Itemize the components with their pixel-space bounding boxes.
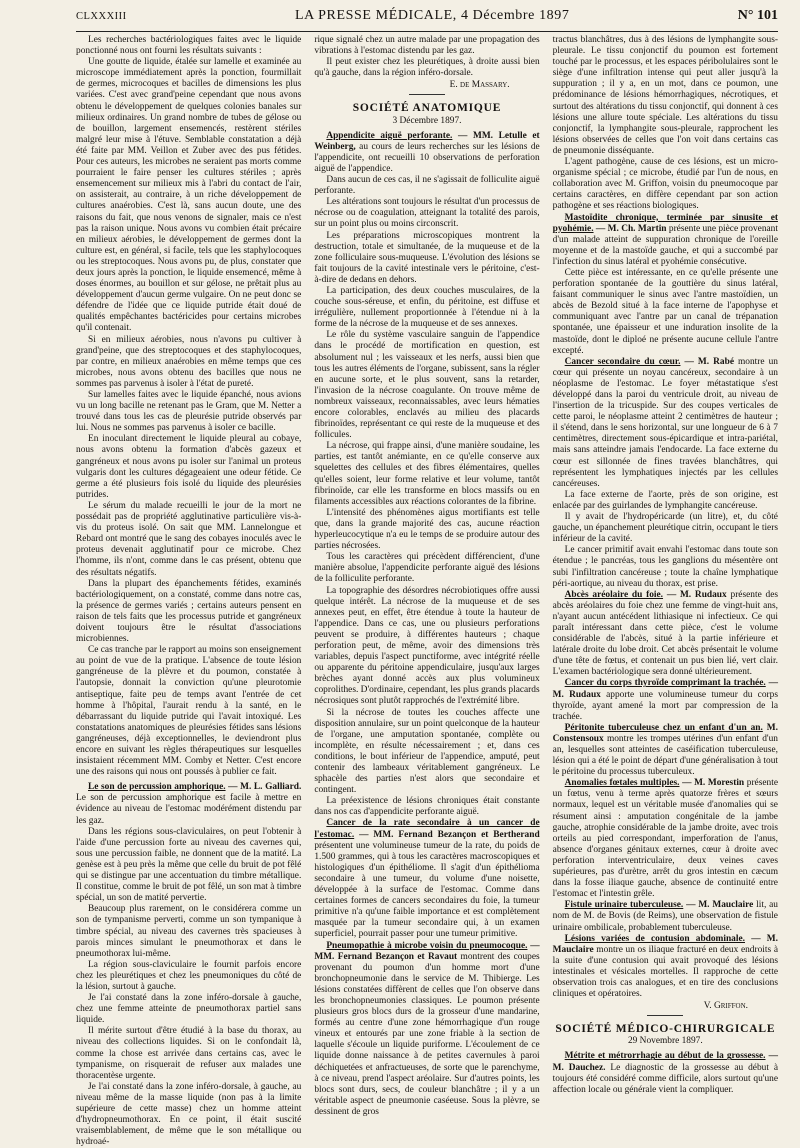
section-divider: [647, 1015, 683, 1016]
paragraph: L'intensité des phénomènes aigus mortifiants est telle que, dans la grande majorité des cas, aucune réaction hyperleucocytique n'a eu le temps de se produire autour des parties nécrosées.: [314, 507, 540, 552]
abstract-text: présente un fœtus, venu à terme après quatorze frères et sœurs normaux, lequel est un véritable musée d'anomalies qui se résument ainsi : amputation congénitale de la jambe gauche, atrophie considérable de la jambe droite, avec trois orteils au pied correspondant, imperforation de l'anus, absence d'organes génitaux externes, cœur à droite avec perforation interventriculaire, deux veines caves supérieures, pas d'urètre, arrêt du gros intestin en cæcum dans la fosse iliaque gauche, absence de continuité entre l'estomac et l'intestin grêle.: [552, 778, 778, 900]
abstract-text: Le diagnostic de la grossesse au début à toujours été considéré comme difficile, alors surtout qu'une affection locale ou générale vient la compliquer.: [552, 1062, 778, 1095]
paragraph: Tous les caractères qui précèdent différencient, d'une manière absolue, l'appendicite perforante aiguë des lésions de la folliculite perforante.: [314, 552, 540, 585]
paragraph: Le rôle du système vasculaire sanguin de l'appendice dans le procédé de mortification en question, est absolument nul ; les vaisseaux et les nerfs, aussi bien que tous les autres éléments de l'organe, subissent, sans la régler en aucune sorte, et le plus souvent, sans la retarder, l'invasion de la nécrose coagulante. On trouve même de nombreux vaisseaux, reconnaissables, avec leurs hématies encore colorables, enclavés au milieu des placards fibrinoïdes, représentant ce qui reste de la muqueuse et des follicules.: [314, 330, 540, 441]
abstract-title: Cancer de la rate secondaire à un cancer de l'estomac.: [314, 818, 540, 840]
abstract-heading: [553, 778, 778, 900]
abstract-text: montre les trompes utérines d'un enfant d'un an, lesquelles sont atteintes de caséification tuberculeuse, lésion qui a été le point de départ d'une généralisation à tout le péritoine du processus tuberculeux.: [552, 733, 778, 778]
paragraph: En inoculant directement le liquide pleural au cobaye, nous avons obtenu la formation d'abcès gazeux et gangréneux et nous avons pu isoler sur l'animal un proteus vulgaris dont les cultures dégageaient une odeur fétide. Ce germe a été plusieurs fois isolé du liquide des pleurésies putrides.: [76, 434, 302, 500]
paragraph: Les recherches bactériologiques faites avec le liquide ponctionné nous ont fourni les résultats suivants :: [76, 35, 302, 57]
text-columns: [76, 35, 779, 1148]
abstract-text: Le son de percussion amphorique est facile à mettre en évidence au niveau de l'estomac modérément distendu par les gaz.: [76, 793, 302, 826]
issue-number: N° 101: [737, 8, 778, 23]
abstract-author: — MM. Fernand Bezançon et Ravaut: [314, 940, 540, 962]
abstract-heading: [314, 131, 539, 175]
abstract-title: Abcès aréolaire du foie.: [564, 589, 664, 600]
paragraph: Si la nécrose de toutes les couches affecte une disposition annulaire, sur un point quelconque de la hauteur de l'organe, une amputation spontanée, complète ou incomplète, en résulte nécessairement ; et, dans ces conditions, le bout inférieur de l'appendice, amputé, peut contenir des lambeaux véritablement gangréneux. Le sphacèle des parties n'est alors que secondaire et contingent.: [314, 707, 540, 796]
abstract-title: Pneumopathie à microbe voisin du pneumocoque.: [326, 940, 528, 951]
abstract-heading: [553, 357, 778, 490]
paragraph: rique signalé chez un autre malade par une propagation des vibrations à l'estomac distendu par les gaz.: [314, 35, 540, 57]
page-header: [76, 8, 778, 32]
paragraph: La nécrose, qui frappe ainsi, d'une manière soudaine, les parties, est tantôt anémiante, en ce qu'elle conserve aux squelettes des cellules et des fibres élémentaires, quelles qu'elles soient, leur forme relative et leur volume, tantôt fibrinoïde, car elle les transforme en blocs massifs ou en filaments accessibles aux réactions colorantes de la fibrine.: [314, 441, 540, 507]
abstract-heading: [314, 818, 539, 940]
abstract-title: Péritonite tuberculeuse chez un enfant d'un an.: [564, 722, 763, 733]
paragraph: tractus blanchâtres, dus à des lésions de lymphangite sous-pleurale. Le tissu conjonctif du poumon est fortement touché par le processus, et les espaces péribolulaires sont le siège d'une infiltration intense qui peut aller jusqu'à la suppuration ; il y a, en un mot, dans ce poumon, une prédominance de lésions hémorrhagiques, nécrotiques, et surtout des altérations du tissu conjonctif, qui donnent à ces lésions une allure toute spéciale. Les altérations du tissu conjonctif, la lymphangite sous-pleurale, rapprochent les lésions observées de celles que l'on voit dans certains cas de pneumonie disséquante.: [552, 35, 778, 156]
abstract-title: Fistule urinaire tuberculeuse.: [564, 900, 684, 911]
abstract-author: — M. Rudaux: [666, 589, 727, 600]
abstract-title: Le son de percussion amphorique.: [88, 782, 226, 793]
section-date: 3 Décembre 1897.: [392, 115, 462, 126]
abstract-text: montrent des coupes provenant du poumon d'un homme mort d'une bronchopneumonie dans le service de M. Thibierge. Les lésions constatées diffèrent de celles que l'on observe dans les bronchopneumonies classiques. Le poumon présente plusieurs gros blocs durs de la grosseur d'une mandarine, formés au centre d'une zone hémorrhagique d'un rouge vineux et entourés par une zone friable à la section de laquelle s'écoule un liquide puriforme. L'écoulement de ce liquide donne naissance à de petites cavernules à paroi déchiquetées et anfractueuses, de sorte que le parenchyme, à ce niveau, prend l'aspect aréolaire. Sur d'autres points, les blocs sont durs, secs, de couleur blanchâtre ; il y a un véritable aspect de pneumonie caséeuse. Sous la plèvre, se dessinent de gros: [314, 951, 540, 1117]
abstract-heading: [553, 590, 778, 679]
paragraph: La face externe de l'aorte, près de son origine, est enlacée par des guirlandes de lymphangite cancéreuse.: [552, 489, 778, 511]
paragraph: Les altérations sont toujours le résultat d'un processus de nécrose ou de coagulation, atteignant la totalité des parois, sur un point plus ou moins circonscrit.: [314, 197, 540, 230]
abstract-title: Appendicite aiguë perforante.: [326, 130, 453, 141]
abstract-text: lit, au nom de M. de Bovis (de Reims), une observation de fistule urinaire ombilicale, probablement tuberculeuse.: [552, 900, 778, 933]
paragraph: Dans la plupart des épanchements fétides, examinés bactériologiquement, on a constaté, comme dans notre cas, la présence de germes variés ; certains auteurs pensent en raison de tels faits que les processus putride et gangréneux doivent toujours être le résultat d'associations microbiennes.: [76, 578, 302, 645]
paragraph: Le cancer primitif avait envahi l'estomac dans toute son étendue ; le pancréas, tous les ganglions du mésentère ont subi l'infiltration cancéreuse ; toute la chaîne lymphatique péri-aortique, au niveau du thorax, est prise.: [552, 545, 778, 589]
paragraph: Les préparations microscopiques montrent la destruction, totale et simultanée, de la muqueuse et de la zone folliculaire sous-muqueuse. L'évolution des lésions se fait toujours de la cavité intestinale vers le péritoine, c'est-à-dire de dedans en dehors.: [314, 230, 540, 285]
abstract-heading: [553, 678, 778, 722]
abstract-heading: [553, 213, 778, 268]
paragraph: Dans les régions sous-claviculaires, on peut l'obtenir à l'aide d'une percussion forte au niveau des cavernes qui, sous une percussion faible, ne donnent que de la matité. La genèse est à peu près la même que celle du bruit de pot fêlé qui se distingue par une accentuation du timbre métallique. Il constitue, comme le bruit de pot fêlé, un son mat à timbre spécial, un son de matité pervertie.: [76, 826, 302, 904]
abstract-title: Mastoïdite chronique, terminée par sinusite et pyohémie.: [552, 212, 778, 234]
abstract-author: — M. Mauclaire: [552, 933, 778, 955]
abstract-heading: [553, 723, 778, 778]
paragraph: Beaucoup plus rarement, on le considérera comme un son de tympanisme perverti, comme un son tympanique à timbre spécial, au niveau des cavernes très spacieuses à parois minces simulant le pneumothorax et dans le pneumothorax lui-même.: [76, 904, 302, 959]
abstract-author: — M. Dauchez.: [552, 1051, 778, 1073]
abstract-author: — M. Rudaux: [552, 678, 778, 700]
abstract-author: — M. Ch. Martin: [595, 223, 667, 234]
paragraph: Ce cas tranche par le rapport au moins son enseignement au point de vue de la pratique. L'absence de toute lésion gangréneuse de la plèvre et du poumon, constatée à l'autopsie, donnait la conviction qu'une pleurotomie antiseptique, faite peu de temps avant l'entrée de cet homme à l'hôpital, l'aurait rendu à la santé, en le débarrassant du liquide putride qui l'avait intoxiqué. Les constatations anatomiques de pleurésies fétides sans lésions gangréneuses, déjà exceptionnelles, le deviendront plus encore en suivant les règles thérapeutiques sur lesquelles insistaient récemment MM. Comby et Netter. C'est encore une des raisons qui nous ont poussés à publier ce fait.: [76, 645, 302, 778]
abstract-author: — M. Rabé: [684, 356, 734, 367]
paragraph: Il peut exister chez les pleurétiques, à droite aussi bien qu'à gauche, dans la région inféro-dorsale.: [314, 57, 540, 79]
paragraph: Je l'ai constaté dans la zone inféro-dorsale à gauche, chez une femme atteinte de pneumothorax partiel sans liquide.: [76, 993, 302, 1026]
paragraph: Il y avait de l'hydropéricarde (un litre), et, du côté gauche, un épanchement pleurétique citrin, occupant le tiers inférieur de la cavité.: [552, 512, 778, 545]
abstract-author: — MM. Fernand Bezançon et Bertherand: [359, 829, 540, 840]
abstract-text: présentent une volumineuse tumeur de la rate, du poids de 1.500 grammes, qui à tous les caractères macroscopiques et histologiques d'un épithéliome. Il s'agit d'un épithélioma secondaire à une tumeur, du volume d'une noisette, développée à la surface de l'estomac. Comme dans certaines formes de cancers secondaires du foie, la tumeur primitive n'a qu'une faible importance et est complètement masquée par la tumeur secondaire qui, à un examen superficiel, pourrait passer pour une tumeur primitive.: [314, 840, 540, 940]
paragraph: La participation, des deux couches musculaires, de la couche sous-séreuse, et enfin, du péritoine, est diffuse et irrégulière, nullement proportionnée à l'étendue ni à la forme de la nécrose de la muqueuse et de ses annexes.: [314, 285, 540, 330]
abstract-heading: [76, 782, 301, 826]
paragraph: Si en milieux aérobies, nous n'avons pu cultiver à grand'peine, que des streptocoques et des staphylocoques, par contre, en milieux anaérobies en même temps que ces microbes, nous avons obtenu des bacilles que nous ne sommes pas parvenus à isoler à l'état de pureté.: [76, 334, 302, 389]
column-2: [314, 35, 540, 1117]
paragraph: Le sérum du malade recueilli le jour de la mort ne possédait pas de propriété agglutinative particulière vis-à-vis du proteus isolé. On sait que MM. Lannelongue et Rebard ont montré que le sang des cobayes inoculés avec le proteus devenait agglutinatif pour ce microbe. Chez l'homme, ils n'ont, comme dans le cas présent, obtenu que des résultats négatifs.: [76, 500, 302, 578]
abstract-title: Cancer secondaire du cœur.: [564, 356, 681, 367]
abstract-author: M. Constensoux: [552, 722, 778, 744]
paragraph: Il mérite surtout d'être étudié à la base du thorax, au niveau des collections liquides. Si on le confondait là, comme la chose est arrivée dans certains cas, avec le tympanisme, on risquerait de refuser aux malades une thoracentèse urgente.: [76, 1026, 302, 1081]
abstract-author: — MM. Letulle et Weinberg,: [314, 130, 540, 152]
abstract-heading: [553, 1051, 778, 1095]
section-title: SOCIÉTÉ ANATOMIQUE: [352, 102, 502, 115]
paragraph: Je l'ai constaté dans la zone inféro-dorsale, à gauche, au niveau même de la masse liquide (non pas à la limite supérieure de cette masse) chez un homme atteint d'hydropneumothorax. En ce point, il était suscité vraisemblablement, de même que le son métallique ou hydroaé-: [76, 1081, 302, 1148]
paragraph: Sur lamelles faites avec le liquide épanché, nous avions vu un long bacille ne retenant pas le Gram, que M. Netter a trouvé dans tous les cas de pleurésie putride observés par lui. Nous ne sommes pas parvenus à isoler ce bacille.: [76, 390, 302, 434]
abstract-heading: [314, 941, 539, 1119]
paragraph: Une goutte de liquide, étalée sur lamelle et examinée au microscope immédiatement après la ponction, fourmillait de germes, microcoques et bacilles de dimensions les plus variées. C'est avec grand'peine cependant que nous avons obtenu le développement de quelques colonies banales sur milieux ordinaires. Un grand nombre de tubes de gélose ou de bouillon, largement ensemencés, restèrent stériles malgré leur mise à l'étuve. Semblable constatation a déjà été faite par MM. Veillon et Zuber avec des pus fétides. Pour ces auteurs, les microbes ne seraient pas morts comme pourraient le faire penser les cultures stériles ; après ensemencement sur milieux mis à l'abri du contact de l'air, on assisterait, au contraire, à un riche développement de cultures anaérobies. C'est là, sans aucun doute, une des raisons du fait, que nous venons de signaler, mais ce n'est pas la raison unique. Nous avons vu combien était précaire en milieux aérobies, le développement de germes dont la culture est, en général, si facile, tels que les staphylocoques ou les streptocoques. Nous avons pu, de plus, constater que deux jours après la ponction, le liquide ensemencé, même à doses énormes, au bouillon et sur gélose, ne prêtait plus au développement d'aucun germe vulgaire. On ne peut donc se défendre de l'idée que ce liquide putride était doué de qualités empêchantes bactéricides pour certains microbes qu'il contenait.: [76, 57, 302, 334]
paragraph: La région sous-claviculaire le fournit parfois encore chez les pleurétiques et chez les pneumoniques du côté de la lésion, surtout à gauche.: [76, 959, 302, 992]
abstract-text: montre un cœur qui présente un noyau cancéreux, secondaire à un néoplasme de l'estomac. Le foyer métastatique s'est développé dans la paroi du ventricule droit, au niveau de l'insertion de la tricuspide. Sur des coupes verticales de cette paroi, le néoplasme atteint 2 centimètres de hauteur ; il s'étend, dans le sens horizontal, sur une longueur de 6 à 7 centimètres, directement sous-épicardique et intra-pariétal, mais sans atteindre jamais l'endocarde. La face externe du cœur est sillonnée de fines travées blanchâtres, qui représentent les lymphatiques injectés par les cellules cancéreuses.: [552, 356, 778, 489]
paragraph: L'agent pathogène, cause de ces lésions, est un micro-organisme spécial ; ce microbe, étudié par l'un de nous, en collaboration avec M. Griffon, voisin du pneumocoque par certains caractères, en diffère cependant par son action pathogène et ses réactions biologiques.: [552, 157, 778, 212]
journal-title: LA PRESSE MÉDICALE, 4 Décembre 1897: [294, 8, 570, 23]
signature: V. Griffon.: [703, 1001, 748, 1012]
abstract-author: — M. Morestin: [682, 778, 745, 789]
abstract-text: apporte une volumineuse tumeur du corps thyroïde, ayant amené la mort par compression de la trachée.: [552, 689, 778, 722]
column-3: [552, 35, 779, 1095]
column-1: [76, 35, 302, 1148]
paragraph: Dans aucun de ces cas, il ne s'agissait de folliculite aiguë perforante.: [314, 175, 540, 197]
paragraph: La préexistence de lésions chroniques était constante dans nos cas d'appendicite perforante aiguë.: [314, 796, 540, 818]
section-date: 29 Novembre 1897.: [627, 1036, 703, 1047]
section-title: SOCIÉTÉ MÉDICO-CHIRURGICALE: [555, 1023, 776, 1036]
paragraph: La topographie des désordres nécrobiotiques offre aussi quelque intérêt. La nécrose de la muqueuse et de ses annexes peut, en effet, être étendue à toute la hauteur de l'appendice. Dans ce cas, une ou plusieurs perforations peuvent se produire, à différentes hauteurs ; chaque perforation peut, de même, avoir des dimensions très variables, depuis l'aspect punctiforme, avec intégrité réelle ou apparente du péritoine appendiculaire, jusqu'aux larges brèches ayant donné accès aux plus volumineux coprolithes. D'ordinaire, cependant, les plus grands placards nécrosiques sont plutôt rapprochés de l'extrémité libre.: [314, 585, 540, 707]
abstract-title: Métrite et métrorrhagie au début de la grossesse.: [564, 1051, 766, 1062]
abstract-heading: [553, 900, 778, 933]
abstract-text: présente des abcès aréolaires du foie chez une femme de vingt-huit ans, n'ayant aucun antécédent lithiasique ni infectieux. Ce qui paraît intéressant dans cette pièce, c'est le volume considérable de l'abcès, situé à la partie inférieure et latérale droite du lobe droit. Cet abcès présentait le volume d'une tête de fœtus, et contenait un pus bien lié, vert clair. L'examen bactériologique sera donné ultérieurement.: [552, 589, 779, 678]
page-number-roman: CLXXXIII: [76, 11, 127, 22]
signature: E. de Massary.: [449, 80, 510, 91]
abstract-heading: [553, 934, 778, 1001]
abstract-title: Lésions variées de contusion abdominale.: [564, 933, 745, 944]
abstract-text: présente une pièce provenant d'un malade atteint de suppuration chronique de l'oreille moyenne et de la mastoïde gauche, et qui a succombé par l'infection du sinus latéral et pyohémie consécutive.: [552, 223, 778, 267]
abstract-text: au cours de leurs recherches sur les lésions de l'appendicite, ont recueilli 10 observations de perforation aiguë de l'appendice.: [314, 141, 540, 174]
abstract-title: Anomalies fœtales multiples.: [564, 778, 680, 789]
abstract-author: — M. Mauclaire: [686, 900, 754, 911]
abstract-author: — M. L. Galliard.: [228, 782, 302, 793]
abstract-title: Cancer du corps thyroïde comprimant la trachée.: [564, 678, 766, 689]
paragraph: Cette pièce est intéressante, en ce qu'elle présente une perforation spontanée de la gouttière du sinus latéral, faisant communiquer le sinus avec l'antre mastoïdien, un abcès de Bezold situé à la face interne de l'apophyse et communiquant avec l'antre par un canal de trépanation spontanée, une épaisseur et une induration insolite de la mastoïde, dont le diploé ne présente aucune cellule l'antre excepté.: [552, 267, 778, 356]
abstract-text: montre un os iliaque fracturé en deux endroits à la suite d'une contusion qui avait provoqué des lésions intestinales et vésicales mortelles. Il rapproche de cette observation trois cas analogues, et en tire des conclusions cliniques et opératoires.: [552, 944, 778, 1000]
section-divider: [409, 94, 445, 95]
